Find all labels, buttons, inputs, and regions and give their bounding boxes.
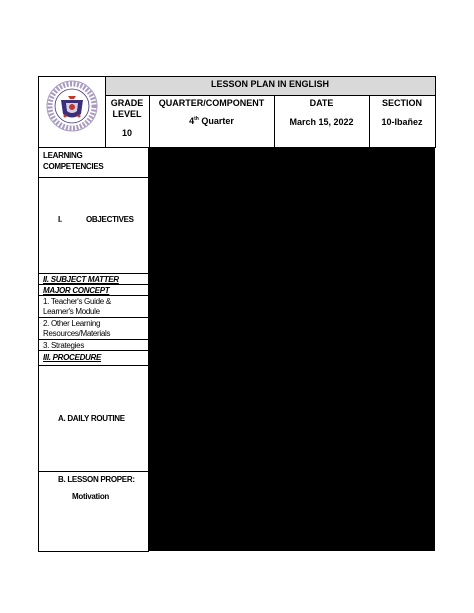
teachers-guide-label-1: 1. Teacher's Guide & <box>43 297 111 306</box>
strategies-label: 3. Strategies <box>43 341 85 350</box>
row-divider-9 <box>38 471 149 472</box>
section-value: 10-Ibañez <box>381 117 423 127</box>
row-divider-3 <box>38 284 149 285</box>
table-border-top <box>38 76 436 77</box>
row-divider-4 <box>38 295 149 296</box>
lesson-plan-title: LESSON PLAN IN ENGLISH <box>210 79 329 89</box>
objectives-label: OBJECTIVES <box>86 215 134 224</box>
table-border-right <box>435 76 436 148</box>
quarter-value <box>149 116 274 126</box>
quarter-value-num: 4 <box>189 116 195 126</box>
lesson-proper-label: B. LESSON PROPER: <box>58 475 135 484</box>
learning-competencies-label-1: LEARNING <box>43 151 83 160</box>
grade-value: 10 <box>121 128 132 138</box>
row-divider-5 <box>38 317 149 318</box>
major-concept-label: MAJOR CONCEPT <box>43 286 110 295</box>
row-divider-1 <box>38 177 149 178</box>
procedure-label: III. PROCEDURE <box>43 353 102 362</box>
other-resources-label-1: 2. Other Learning <box>43 319 101 328</box>
grade-label-1: GRADE <box>110 98 144 108</box>
title-divider <box>105 95 436 96</box>
objectives-number: I. <box>58 215 62 224</box>
quarter-value-word: Quarter <box>201 116 234 126</box>
teachers-guide-label-2: Learner's Module <box>43 307 100 316</box>
row-divider-7 <box>38 350 149 351</box>
section-label: SECTION <box>381 98 422 108</box>
grade-label-2: LEVEL <box>112 109 142 119</box>
header-bottom <box>38 147 436 148</box>
deped-seal-icon <box>46 80 98 132</box>
date-label: DATE <box>309 98 334 108</box>
subject-matter-label: II. SUBJECT MATTER <box>43 275 119 284</box>
motivation-label: Motivation <box>72 492 109 501</box>
redacted-content-block <box>149 147 435 551</box>
date-value: March 15, 2022 <box>289 117 354 127</box>
table-border-bottom <box>38 551 149 552</box>
row-divider-8 <box>38 365 149 366</box>
quarter-label: QUARTER/COMPONENT <box>158 98 265 108</box>
other-resources-label-2: Resources/Materials <box>43 329 111 338</box>
daily-routine-label: A. DAILY ROUTINE <box>58 414 125 423</box>
learning-competencies-label-2: COMPETENCIES <box>43 162 104 171</box>
row-divider-2 <box>38 273 149 274</box>
quarter-value-sup: th <box>194 116 199 122</box>
row-divider-6 <box>38 339 149 340</box>
